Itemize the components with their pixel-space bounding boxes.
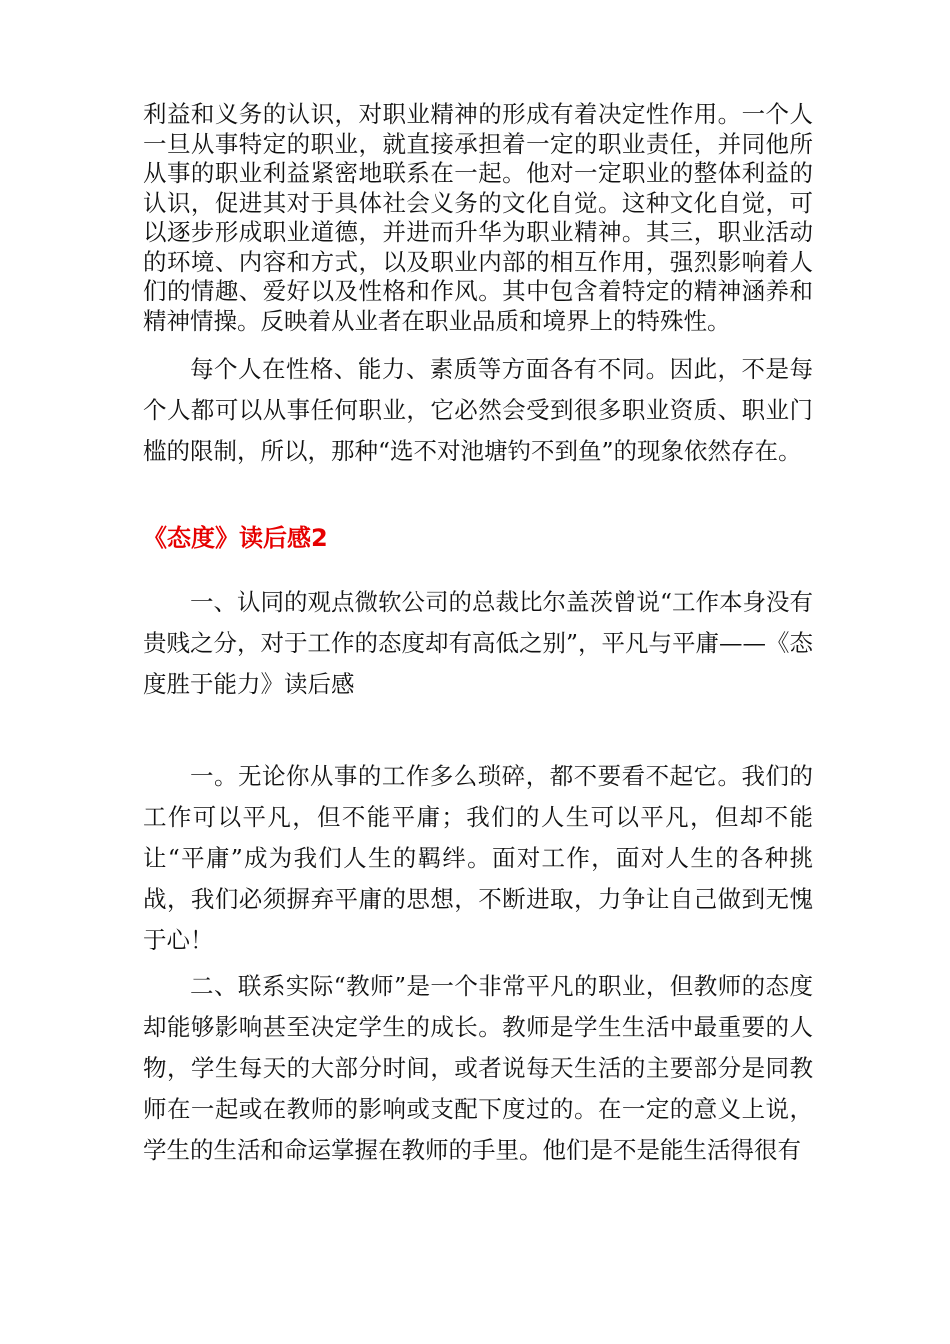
paragraph-5: 二、联系实际“教师”是一个非常平凡的职业，但教师的态度却能够影响甚至决定学生的成长。教师是学生生活中最重要的人物，学生每天的大部分时间，或者说每天生活的主要部分是同教师在一起或在教师的影响或支配下度过的。在一定的意义上说，学生的生活和命运掌握在教师的手里。他们是不是能生活得很有 xyxy=(143,972,813,1164)
paragraph-3: 一、认同的观点微软公司的总裁比尔盖茨曾说“工作本身没有贵贱之分，对于工作的态度却有高低之别”，平凡与平庸——《态度胜于能力》读后感 xyxy=(143,588,814,698)
paragraph-1: 利益和义务的认识，对职业精神的形成有着决定性作用。一个人一旦从事特定的职业，就直接承担着一定的职业责任，并同他所从事的职业利益紧密地联系在一起。他对一定职业的整体利益的认识，促进其对于具体社会义务的文化自觉。这种文化自觉，可以逐步形成职业道德，并进而升华为职业精神。其三，职业活动的环境、内容和方式，以及职业内部的相互作用，强烈影响着人们的情趣、爱好以及性格和作风。其中包含着特定的精神涵养和精神情操。反映着从业者在职业品质和境界上的特殊性。 xyxy=(143,100,813,335)
paragraph-2: 每个人在性格、能力、素质等方面各有不同。因此，不是每个人都可以从事任何职业，它必然会受到很多职业资质、职业门槛的限制，所以，那种“选不对池塘钓不到鱼”的现象依然存在。 xyxy=(143,355,813,465)
paragraph-4: 一。无论你从事的工作多么琐碎，都不要看不起它。我们的工作可以平凡，但不能平庸；我们的人生可以平凡，但却不能让“平庸”成为我们人生的羁绊。面对工作，面对人生的各种挑战，我们必须摒弃平庸的思想，不断进取，力争让自己做到无愧于心！ xyxy=(143,762,813,954)
section-heading: 《态度》读后感2 xyxy=(143,524,328,552)
